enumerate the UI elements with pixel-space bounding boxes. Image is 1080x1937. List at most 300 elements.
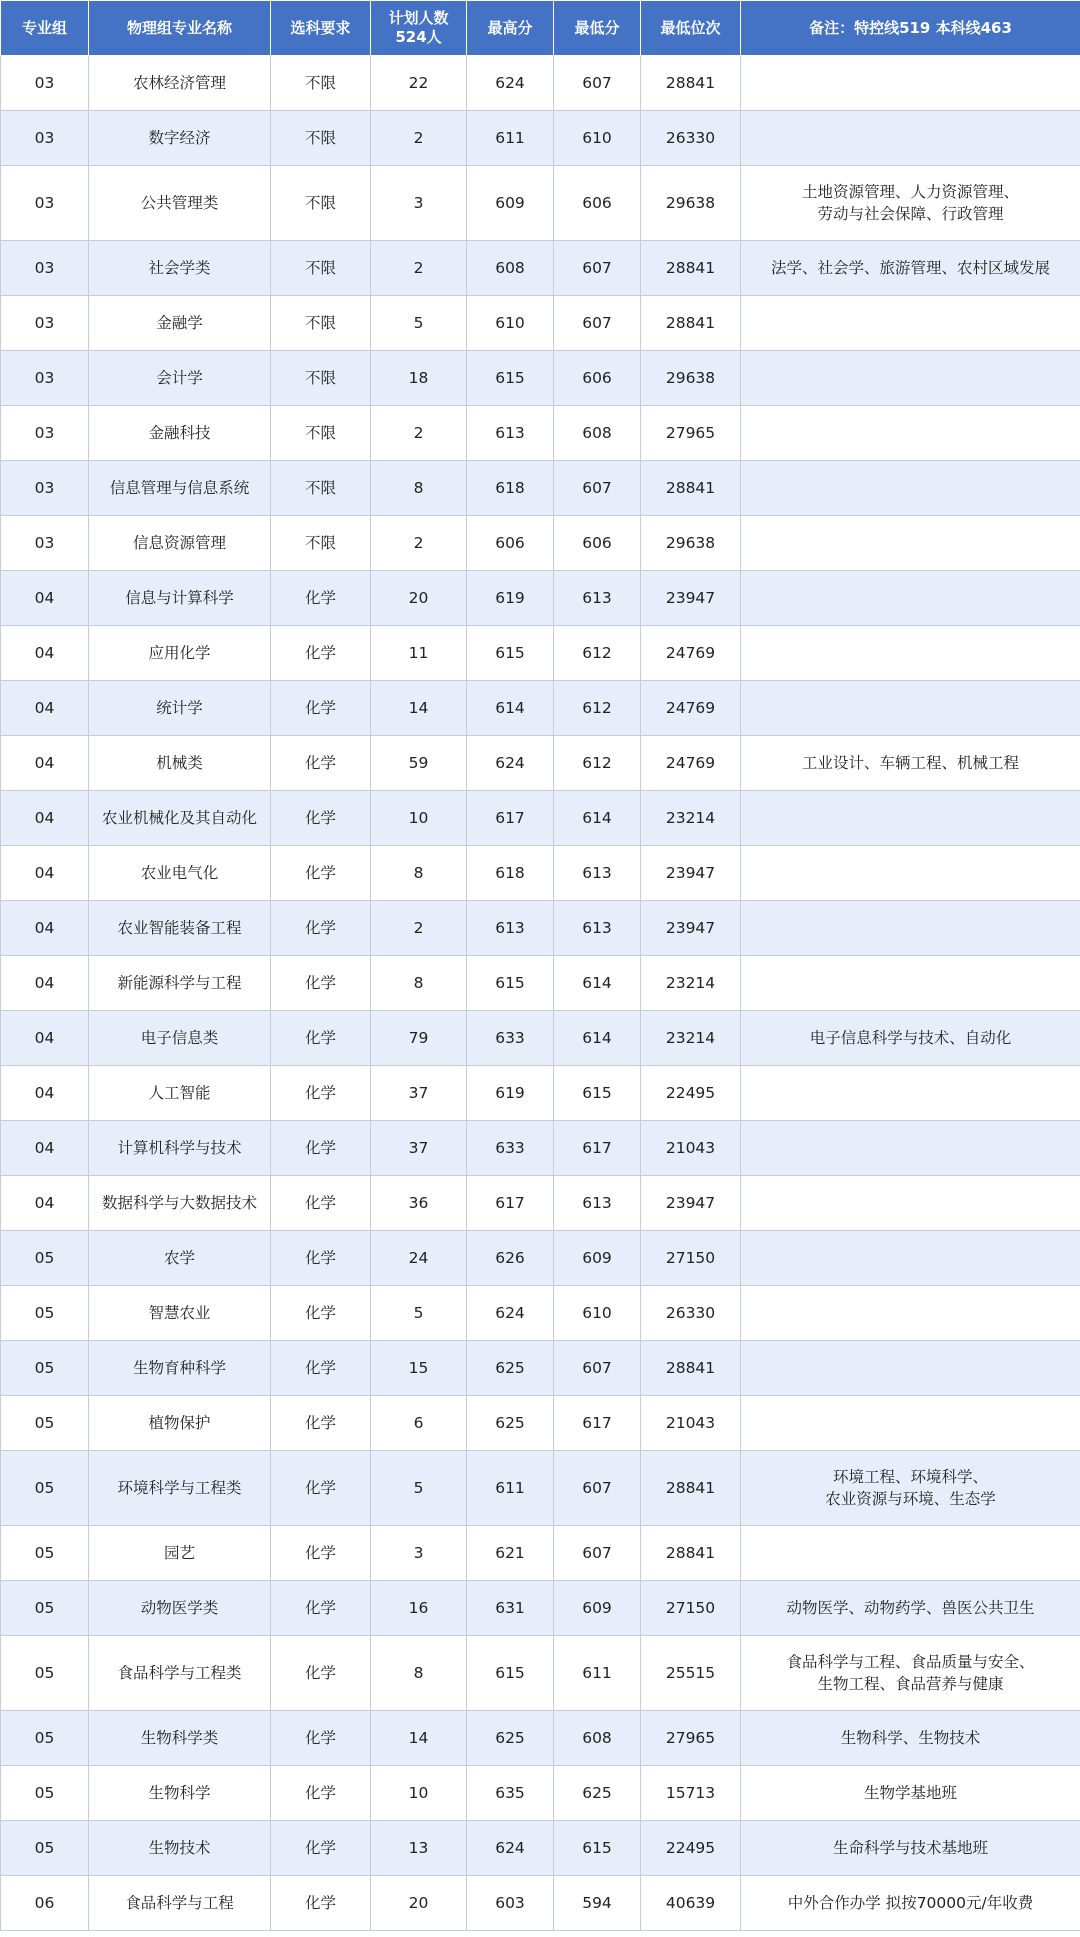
cell-max-score: 611 bbox=[467, 111, 554, 166]
cell-min-rank: 28841 bbox=[641, 296, 741, 351]
cell-major-name: 农业电气化 bbox=[89, 846, 271, 901]
cell-group: 04 bbox=[1, 736, 89, 791]
cell-min-rank: 27150 bbox=[641, 1231, 741, 1286]
header-major-name: 物理组专业名称 bbox=[89, 1, 271, 56]
cell-group: 04 bbox=[1, 791, 89, 846]
cell-min-score: 594 bbox=[554, 1876, 641, 1931]
note-line: 生物工程、食品营养与健康 bbox=[817, 1675, 1004, 1693]
cell-group: 06 bbox=[1, 1876, 89, 1931]
table-row bbox=[1, 736, 1080, 791]
cell-plan-count: 22 bbox=[371, 56, 467, 111]
cell-max-score: 635 bbox=[467, 1766, 554, 1821]
cell-subject-requirement: 化学 bbox=[271, 1526, 371, 1581]
cell-plan-count: 2 bbox=[371, 901, 467, 956]
cell-subject-requirement: 化学 bbox=[271, 1451, 371, 1526]
cell-note bbox=[741, 1231, 1080, 1286]
cell-min-score: 612 bbox=[554, 736, 641, 791]
cell-note bbox=[741, 956, 1080, 1011]
cell-group: 05 bbox=[1, 1711, 89, 1766]
cell-min-score: 609 bbox=[554, 1231, 641, 1286]
cell-plan-count: 14 bbox=[371, 1711, 467, 1766]
cell-group: 05 bbox=[1, 1526, 89, 1581]
cell-subject-requirement: 化学 bbox=[271, 901, 371, 956]
cell-major-name: 动物医学类 bbox=[89, 1581, 271, 1636]
table-row bbox=[1, 111, 1080, 166]
cell-note bbox=[741, 901, 1080, 956]
note-line: 工业设计、车辆工程、机械工程 bbox=[801, 754, 1019, 772]
cell-max-score: 618 bbox=[467, 461, 554, 516]
cell-plan-count: 37 bbox=[371, 1066, 467, 1121]
cell-max-score: 611 bbox=[467, 1451, 554, 1526]
cell-subject-requirement: 不限 bbox=[271, 516, 371, 571]
cell-group: 03 bbox=[1, 111, 89, 166]
table-row bbox=[1, 1286, 1080, 1341]
cell-subject-requirement: 化学 bbox=[271, 571, 371, 626]
cell-subject-requirement: 不限 bbox=[271, 166, 371, 241]
cell-group: 04 bbox=[1, 1066, 89, 1121]
cell-plan-count: 13 bbox=[371, 1821, 467, 1876]
cell-note bbox=[741, 1581, 1080, 1636]
cell-subject-requirement: 化学 bbox=[271, 1876, 371, 1931]
cell-min-score: 610 bbox=[554, 1286, 641, 1341]
cell-min-score: 607 bbox=[554, 296, 641, 351]
note-line: 食品科学与工程、食品质量与安全、 bbox=[786, 1653, 1035, 1671]
note-line: 电子信息科学与技术、自动化 bbox=[809, 1029, 1012, 1047]
cell-group: 04 bbox=[1, 1176, 89, 1231]
table-row bbox=[1, 956, 1080, 1011]
cell-group: 03 bbox=[1, 166, 89, 241]
header-min-score: 最低分 bbox=[554, 1, 641, 56]
cell-subject-requirement: 化学 bbox=[271, 1231, 371, 1286]
cell-max-score: 624 bbox=[467, 56, 554, 111]
cell-subject-requirement: 化学 bbox=[271, 1581, 371, 1636]
cell-major-name: 应用化学 bbox=[89, 626, 271, 681]
table-row bbox=[1, 1581, 1080, 1636]
cell-min-rank: 27965 bbox=[641, 406, 741, 461]
cell-min-rank: 28841 bbox=[641, 1451, 741, 1526]
cell-major-name: 农林经济管理 bbox=[89, 56, 271, 111]
cell-group: 04 bbox=[1, 956, 89, 1011]
cell-plan-count: 20 bbox=[371, 1876, 467, 1931]
cell-group: 04 bbox=[1, 1121, 89, 1176]
cell-max-score: 615 bbox=[467, 351, 554, 406]
table-row bbox=[1, 626, 1080, 681]
cell-major-name: 统计学 bbox=[89, 681, 271, 736]
cell-note bbox=[741, 571, 1080, 626]
cell-major-name: 会计学 bbox=[89, 351, 271, 406]
cell-min-rank: 21043 bbox=[641, 1121, 741, 1176]
cell-max-score: 617 bbox=[467, 1176, 554, 1231]
cell-plan-count: 15 bbox=[371, 1341, 467, 1396]
cell-plan-count: 6 bbox=[371, 1396, 467, 1451]
cell-subject-requirement: 化学 bbox=[271, 1636, 371, 1711]
cell-group: 03 bbox=[1, 241, 89, 296]
cell-major-name: 人工智能 bbox=[89, 1066, 271, 1121]
cell-min-score: 617 bbox=[554, 1121, 641, 1176]
cell-subject-requirement: 化学 bbox=[271, 681, 371, 736]
cell-note bbox=[741, 296, 1080, 351]
cell-min-score: 614 bbox=[554, 791, 641, 846]
cell-subject-requirement: 不限 bbox=[271, 296, 371, 351]
table-row bbox=[1, 791, 1080, 846]
cell-major-name: 农业智能装备工程 bbox=[89, 901, 271, 956]
cell-plan-count: 20 bbox=[371, 571, 467, 626]
cell-note bbox=[741, 351, 1080, 406]
cell-subject-requirement: 不限 bbox=[271, 461, 371, 516]
cell-min-score: 607 bbox=[554, 1341, 641, 1396]
cell-major-name: 公共管理类 bbox=[89, 166, 271, 241]
cell-plan-count: 5 bbox=[371, 296, 467, 351]
cell-group: 03 bbox=[1, 56, 89, 111]
table-row bbox=[1, 351, 1080, 406]
cell-note bbox=[741, 1526, 1080, 1581]
cell-min-score: 613 bbox=[554, 901, 641, 956]
header-plan-count bbox=[371, 1, 467, 56]
cell-major-name: 金融学 bbox=[89, 296, 271, 351]
cell-subject-requirement: 化学 bbox=[271, 1711, 371, 1766]
cell-max-score: 609 bbox=[467, 166, 554, 241]
table-row bbox=[1, 1711, 1080, 1766]
cell-subject-requirement: 不限 bbox=[271, 56, 371, 111]
cell-min-score: 611 bbox=[554, 1636, 641, 1711]
cell-min-score: 613 bbox=[554, 571, 641, 626]
cell-max-score: 613 bbox=[467, 406, 554, 461]
cell-min-rank: 28841 bbox=[641, 56, 741, 111]
cell-min-score: 615 bbox=[554, 1066, 641, 1121]
cell-min-rank: 28841 bbox=[641, 241, 741, 296]
header-max-score: 最高分 bbox=[467, 1, 554, 56]
cell-min-score: 606 bbox=[554, 351, 641, 406]
note-line: 土地资源管理、人力资源管理、 bbox=[801, 183, 1019, 201]
cell-major-name: 生物技术 bbox=[89, 1821, 271, 1876]
cell-plan-count: 37 bbox=[371, 1121, 467, 1176]
cell-min-score: 610 bbox=[554, 111, 641, 166]
cell-min-rank: 21043 bbox=[641, 1396, 741, 1451]
cell-note bbox=[741, 1821, 1080, 1876]
cell-max-score: 624 bbox=[467, 736, 554, 791]
cell-group: 05 bbox=[1, 1396, 89, 1451]
cell-min-score: 607 bbox=[554, 1526, 641, 1581]
cell-min-rank: 40639 bbox=[641, 1876, 741, 1931]
cell-group: 04 bbox=[1, 626, 89, 681]
cell-note bbox=[741, 1876, 1080, 1931]
note-line: 环境工程、环境科学、 bbox=[832, 1468, 988, 1486]
cell-max-score: 633 bbox=[467, 1121, 554, 1176]
cell-subject-requirement: 化学 bbox=[271, 1121, 371, 1176]
cell-plan-count: 14 bbox=[371, 681, 467, 736]
cell-major-name: 食品科学与工程类 bbox=[89, 1636, 271, 1711]
cell-group: 05 bbox=[1, 1341, 89, 1396]
cell-group: 04 bbox=[1, 901, 89, 956]
cell-note bbox=[741, 1451, 1080, 1526]
cell-subject-requirement: 化学 bbox=[271, 1011, 371, 1066]
cell-min-score: 617 bbox=[554, 1396, 641, 1451]
cell-min-score: 607 bbox=[554, 1451, 641, 1526]
cell-major-name: 数据科学与大数据技术 bbox=[89, 1176, 271, 1231]
cell-max-score: 624 bbox=[467, 1821, 554, 1876]
cell-group: 04 bbox=[1, 846, 89, 901]
cell-min-rank: 23214 bbox=[641, 956, 741, 1011]
cell-max-score: 621 bbox=[467, 1526, 554, 1581]
cell-min-rank: 29638 bbox=[641, 516, 741, 571]
cell-min-score: 606 bbox=[554, 166, 641, 241]
cell-group: 03 bbox=[1, 461, 89, 516]
cell-major-name: 机械类 bbox=[89, 736, 271, 791]
cell-plan-count: 3 bbox=[371, 166, 467, 241]
table-row bbox=[1, 1011, 1080, 1066]
cell-major-name: 生物科学类 bbox=[89, 1711, 271, 1766]
cell-subject-requirement: 化学 bbox=[271, 1341, 371, 1396]
cell-max-score: 631 bbox=[467, 1581, 554, 1636]
cell-note bbox=[741, 461, 1080, 516]
cell-max-score: 619 bbox=[467, 1066, 554, 1121]
cell-subject-requirement: 不限 bbox=[271, 111, 371, 166]
cell-max-score: 617 bbox=[467, 791, 554, 846]
cell-min-rank: 23947 bbox=[641, 901, 741, 956]
cell-note bbox=[741, 626, 1080, 681]
table-row bbox=[1, 516, 1080, 571]
cell-min-score: 615 bbox=[554, 1821, 641, 1876]
cell-major-name: 园艺 bbox=[89, 1526, 271, 1581]
cell-max-score: 626 bbox=[467, 1231, 554, 1286]
cell-subject-requirement: 化学 bbox=[271, 1396, 371, 1451]
cell-plan-count: 8 bbox=[371, 846, 467, 901]
table-row bbox=[1, 1231, 1080, 1286]
cell-max-score: 613 bbox=[467, 901, 554, 956]
cell-subject-requirement: 化学 bbox=[271, 736, 371, 791]
table-header-row bbox=[1, 1, 1080, 56]
cell-min-rank: 24769 bbox=[641, 626, 741, 681]
cell-group: 05 bbox=[1, 1451, 89, 1526]
note-line: 农业资源与环境、生态学 bbox=[825, 1490, 996, 1508]
cell-group: 04 bbox=[1, 571, 89, 626]
cell-min-rank: 23947 bbox=[641, 1176, 741, 1231]
cell-plan-count: 16 bbox=[371, 1581, 467, 1636]
header-subject-requirement: 选科要求 bbox=[271, 1, 371, 56]
cell-max-score: 625 bbox=[467, 1341, 554, 1396]
cell-plan-count: 2 bbox=[371, 111, 467, 166]
cell-min-rank: 26330 bbox=[641, 1286, 741, 1341]
cell-min-score: 607 bbox=[554, 461, 641, 516]
cell-min-score: 625 bbox=[554, 1766, 641, 1821]
cell-min-rank: 23214 bbox=[641, 791, 741, 846]
cell-plan-count: 5 bbox=[371, 1286, 467, 1341]
header-min-rank: 最低位次 bbox=[641, 1, 741, 56]
cell-group: 05 bbox=[1, 1636, 89, 1711]
cell-min-rank: 23947 bbox=[641, 846, 741, 901]
cell-plan-count: 8 bbox=[371, 1636, 467, 1711]
table-row bbox=[1, 406, 1080, 461]
cell-subject-requirement: 化学 bbox=[271, 1176, 371, 1231]
note-line: 法学、社会学、旅游管理、农村区域发展 bbox=[770, 259, 1050, 277]
cell-min-rank: 27965 bbox=[641, 1711, 741, 1766]
table-row bbox=[1, 1341, 1080, 1396]
cell-note bbox=[741, 1711, 1080, 1766]
cell-min-rank: 22495 bbox=[641, 1066, 741, 1121]
cell-min-rank: 22495 bbox=[641, 1821, 741, 1876]
table-row bbox=[1, 846, 1080, 901]
cell-major-name: 植物保护 bbox=[89, 1396, 271, 1451]
cell-min-score: 608 bbox=[554, 1711, 641, 1766]
cell-max-score: 624 bbox=[467, 1286, 554, 1341]
cell-subject-requirement: 化学 bbox=[271, 846, 371, 901]
cell-max-score: 633 bbox=[467, 1011, 554, 1066]
cell-min-score: 613 bbox=[554, 846, 641, 901]
cell-major-name: 农业机械化及其自动化 bbox=[89, 791, 271, 846]
cell-min-score: 612 bbox=[554, 681, 641, 736]
cell-major-name: 信息与计算科学 bbox=[89, 571, 271, 626]
cell-plan-count: 18 bbox=[371, 351, 467, 406]
cell-max-score: 615 bbox=[467, 1636, 554, 1711]
table-row bbox=[1, 241, 1080, 296]
cell-major-name: 生物育种科学 bbox=[89, 1341, 271, 1396]
cell-major-name: 信息资源管理 bbox=[89, 516, 271, 571]
cell-min-score: 607 bbox=[554, 241, 641, 296]
cell-subject-requirement: 不限 bbox=[271, 241, 371, 296]
cell-group: 03 bbox=[1, 516, 89, 571]
cell-plan-count: 8 bbox=[371, 461, 467, 516]
table-row bbox=[1, 296, 1080, 351]
cell-min-score: 612 bbox=[554, 626, 641, 681]
cell-max-score: 610 bbox=[467, 296, 554, 351]
cell-min-score: 608 bbox=[554, 406, 641, 461]
cell-plan-count: 3 bbox=[371, 1526, 467, 1581]
cell-min-score: 607 bbox=[554, 56, 641, 111]
cell-plan-count: 36 bbox=[371, 1176, 467, 1231]
cell-major-name: 信息管理与信息系统 bbox=[89, 461, 271, 516]
cell-group: 04 bbox=[1, 681, 89, 736]
cell-subject-requirement: 化学 bbox=[271, 791, 371, 846]
table-row bbox=[1, 56, 1080, 111]
cell-min-rank: 28841 bbox=[641, 1341, 741, 1396]
note-line: 中外合作办学 拟按70000元/年收费 bbox=[787, 1894, 1034, 1912]
cell-max-score: 608 bbox=[467, 241, 554, 296]
cell-note bbox=[741, 846, 1080, 901]
cell-major-name: 计算机科学与技术 bbox=[89, 1121, 271, 1176]
cell-major-name: 新能源科学与工程 bbox=[89, 956, 271, 1011]
table-row bbox=[1, 901, 1080, 956]
note-line: 劳动与社会保障、行政管理 bbox=[817, 205, 1004, 223]
cell-min-rank: 27150 bbox=[641, 1581, 741, 1636]
note-line: 生物学基地班 bbox=[863, 1784, 957, 1802]
cell-min-rank: 23947 bbox=[641, 571, 741, 626]
table-row bbox=[1, 461, 1080, 516]
cell-group: 05 bbox=[1, 1231, 89, 1286]
cell-min-rank: 15713 bbox=[641, 1766, 741, 1821]
header-plan-label: 计划人数 bbox=[388, 9, 449, 27]
cell-plan-count: 2 bbox=[371, 406, 467, 461]
table-row bbox=[1, 1121, 1080, 1176]
cell-subject-requirement: 不限 bbox=[271, 351, 371, 406]
header-group: 专业组 bbox=[1, 1, 89, 56]
table-row bbox=[1, 1636, 1080, 1711]
note-line: 生命科学与技术基地班 bbox=[832, 1839, 988, 1857]
table-row bbox=[1, 1526, 1080, 1581]
cell-max-score: 619 bbox=[467, 571, 554, 626]
cell-group: 03 bbox=[1, 406, 89, 461]
cell-min-score: 614 bbox=[554, 956, 641, 1011]
cell-plan-count: 24 bbox=[371, 1231, 467, 1286]
cell-major-name: 智慧农业 bbox=[89, 1286, 271, 1341]
cell-subject-requirement: 化学 bbox=[271, 1766, 371, 1821]
cell-note bbox=[741, 166, 1080, 241]
header-note: 备注：特控线519 本科线463 bbox=[741, 1, 1080, 56]
cell-note bbox=[741, 1286, 1080, 1341]
cell-plan-count: 59 bbox=[371, 736, 467, 791]
cell-max-score: 603 bbox=[467, 1876, 554, 1931]
cell-min-score: 606 bbox=[554, 516, 641, 571]
cell-max-score: 625 bbox=[467, 1711, 554, 1766]
cell-major-name: 数字经济 bbox=[89, 111, 271, 166]
cell-group: 04 bbox=[1, 1011, 89, 1066]
cell-group: 05 bbox=[1, 1581, 89, 1636]
cell-min-score: 613 bbox=[554, 1176, 641, 1231]
table-row bbox=[1, 681, 1080, 736]
table-row bbox=[1, 1451, 1080, 1526]
cell-group: 05 bbox=[1, 1766, 89, 1821]
cell-min-rank: 26330 bbox=[641, 111, 741, 166]
cell-note bbox=[741, 1176, 1080, 1231]
cell-note bbox=[741, 1341, 1080, 1396]
cell-plan-count: 10 bbox=[371, 791, 467, 846]
cell-subject-requirement: 化学 bbox=[271, 956, 371, 1011]
cell-min-score: 609 bbox=[554, 1581, 641, 1636]
cell-note bbox=[741, 1121, 1080, 1176]
cell-plan-count: 10 bbox=[371, 1766, 467, 1821]
cell-note bbox=[741, 516, 1080, 571]
cell-note bbox=[741, 406, 1080, 461]
cell-max-score: 625 bbox=[467, 1396, 554, 1451]
cell-min-rank: 24769 bbox=[641, 736, 741, 791]
cell-plan-count: 11 bbox=[371, 626, 467, 681]
cell-min-rank: 29638 bbox=[641, 351, 741, 406]
cell-plan-count: 79 bbox=[371, 1011, 467, 1066]
cell-note bbox=[741, 1011, 1080, 1066]
cell-min-rank: 28841 bbox=[641, 461, 741, 516]
cell-group: 03 bbox=[1, 351, 89, 406]
cell-major-name: 社会学类 bbox=[89, 241, 271, 296]
cell-major-name: 农学 bbox=[89, 1231, 271, 1286]
cell-note bbox=[741, 736, 1080, 791]
cell-min-rank: 23214 bbox=[641, 1011, 741, 1066]
cell-note bbox=[741, 681, 1080, 736]
cell-subject-requirement: 化学 bbox=[271, 1821, 371, 1876]
cell-min-score: 614 bbox=[554, 1011, 641, 1066]
cell-subject-requirement: 化学 bbox=[271, 1286, 371, 1341]
table-row bbox=[1, 1821, 1080, 1876]
cell-major-name: 金融科技 bbox=[89, 406, 271, 461]
cell-plan-count: 2 bbox=[371, 516, 467, 571]
cell-major-name: 生物科学 bbox=[89, 1766, 271, 1821]
cell-max-score: 614 bbox=[467, 681, 554, 736]
header-plan-total: 524人 bbox=[395, 28, 442, 46]
table-row bbox=[1, 166, 1080, 241]
table-row bbox=[1, 1066, 1080, 1121]
cell-note bbox=[741, 1636, 1080, 1711]
cell-subject-requirement: 化学 bbox=[271, 1066, 371, 1121]
cell-max-score: 618 bbox=[467, 846, 554, 901]
cell-group: 05 bbox=[1, 1821, 89, 1876]
table-row bbox=[1, 1176, 1080, 1231]
cell-max-score: 606 bbox=[467, 516, 554, 571]
table-row bbox=[1, 1876, 1080, 1931]
cell-major-name: 环境科学与工程类 bbox=[89, 1451, 271, 1526]
table-row bbox=[1, 1396, 1080, 1451]
cell-max-score: 615 bbox=[467, 956, 554, 1011]
cell-subject-requirement: 化学 bbox=[271, 626, 371, 681]
cell-min-rank: 24769 bbox=[641, 681, 741, 736]
cell-major-name: 电子信息类 bbox=[89, 1011, 271, 1066]
